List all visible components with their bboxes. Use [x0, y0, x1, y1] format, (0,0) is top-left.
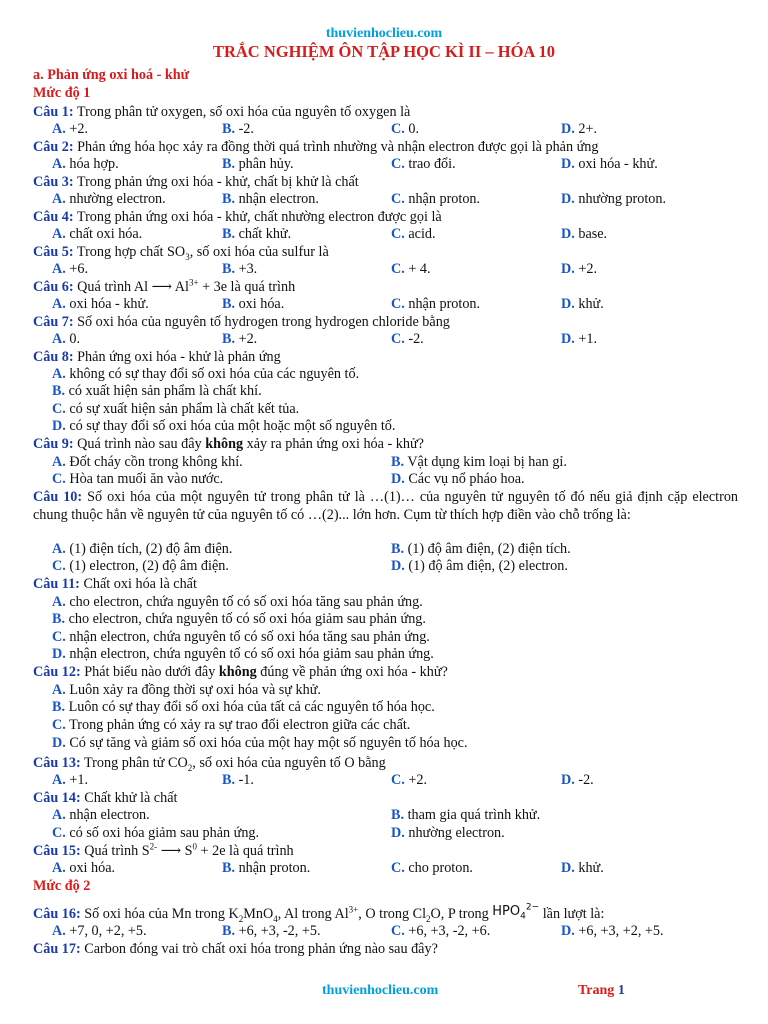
q4-option-b[interactable]: B. chất khử.	[222, 226, 292, 242]
question-4: Câu 4: Trong phản ứng oxi hóa - khử, chất nhường electron được gọi là	[33, 209, 442, 225]
q4-option-d[interactable]: D. base.	[561, 226, 608, 242]
q2-option-b[interactable]: B. phân hủy.	[222, 156, 294, 172]
q13-option-c[interactable]: C. +2.	[391, 772, 427, 788]
q3-option-b[interactable]: B. nhận electron.	[222, 191, 319, 207]
q2-option-a[interactable]: A. hóa hợp.	[52, 156, 119, 172]
q15-option-a[interactable]: A. oxi hóa.	[52, 860, 116, 876]
q14-option-d[interactable]: D. nhường electron.	[391, 825, 505, 841]
question-17: Câu 17: Carbon đóng vai trò chất oxi hóa trong phản ứng nào sau đây?	[33, 941, 438, 957]
q11-option-d[interactable]: D. nhận electron, chứa nguyên tố có số oxi hóa giảm sau phản ứng.	[52, 646, 434, 662]
question-12: Câu 12: Phát biểu nào dưới đây không đúng về phản ứng oxi hóa - khử?	[33, 664, 448, 680]
q12-option-c[interactable]: C. Trong phản ứng có xảy ra sự trao đổi electron giữa các chất.	[52, 717, 411, 733]
q10-option-b[interactable]: B. (1) độ âm điện, (2) điện tích.	[391, 541, 571, 557]
q9-option-a[interactable]: A. Đốt cháy cồn trong không khí.	[52, 454, 243, 470]
q4-option-c[interactable]: C. acid.	[391, 226, 436, 242]
section-heading: a. Phản ứng oxi hoá - khử	[33, 67, 190, 83]
q3-option-d[interactable]: D. nhường proton.	[561, 191, 667, 207]
question-2: Câu 2: Phản ứng hóa học xảy ra đồng thời quá trình nhường và nhận electron được gọi là phản ứng	[33, 139, 599, 155]
q6-option-b[interactable]: B. oxi hóa.	[222, 296, 285, 312]
q6-option-a[interactable]: A. oxi hóa - khử.	[52, 296, 149, 312]
q2-option-c[interactable]: C. trao đổi.	[391, 156, 456, 172]
q5-option-d[interactable]: D. +2.	[561, 261, 597, 277]
q16-option-a[interactable]: A. +7, 0, +2, +5.	[52, 923, 147, 939]
footer-site-link[interactable]: thuvienhoclieu.com	[322, 983, 439, 998]
q6-option-c[interactable]: C. nhận proton.	[391, 296, 481, 312]
q8-option-b[interactable]: B. có xuất hiện sản phẩm là chất khí.	[52, 383, 262, 399]
q11-option-b[interactable]: B. cho electron, chứa nguyên tố có số oxi hóa giảm sau phản ứng.	[52, 611, 426, 627]
page-title: TRẮC NGHIỆM ÔN TẬP HỌC KÌ II – HÓA 10	[212, 42, 556, 61]
q9-option-b[interactable]: B. Vật dụng kim loại bị han gỉ.	[391, 454, 567, 470]
q7-option-c[interactable]: C. -2.	[391, 331, 424, 347]
q5-option-b[interactable]: B. +3.	[222, 261, 258, 277]
q16-option-b[interactable]: B. +6, +3, -2, +5.	[222, 923, 321, 939]
q9-option-d[interactable]: D. Các vụ nổ pháo hoa.	[391, 471, 525, 487]
q14-option-b[interactable]: B. tham gia quá trình khử.	[391, 807, 541, 823]
q12-option-d[interactable]: D. Có sự tăng và giảm số oxi hóa của một hay một số nguyên tố hóa học.	[52, 735, 468, 751]
q3-option-c[interactable]: C. nhận proton.	[391, 191, 481, 207]
q10-option-a[interactable]: A. (1) điện tích, (2) độ âm điện.	[52, 541, 233, 557]
q13-option-d[interactable]: D. -2.	[561, 772, 594, 788]
q1-option-a[interactable]: A. +2.	[52, 121, 88, 137]
level-heading-1: Mức độ 1	[33, 85, 91, 101]
q13-option-b[interactable]: B. -1.	[222, 772, 254, 788]
question-15: Câu 15: Quá trình $S^{2-}$ ⟶ $S^0 + 2e$ là quá trình	[33, 841, 294, 859]
q12-option-b[interactable]: B. Luôn có sự thay đổi số oxi hóa của tất cả các nguyên tố hóa học.	[52, 699, 435, 715]
question-7: Câu 7: Số oxi hóa của nguyên tố hydrogen trong hydrogen chloride bằng	[33, 314, 450, 330]
q13-option-a[interactable]: A. +1.	[52, 772, 88, 788]
q2-option-d[interactable]: D. oxi hóa - khử.	[561, 156, 658, 172]
question-8: Câu 8: Phản ứng oxi hóa - khử là phản ứng	[33, 349, 281, 365]
question-13: Câu 13: Trong phân tử $CO_2$, số oxi hóa của nguyên tố O bằng	[33, 755, 386, 773]
question-6: Câu 6: Quá trình Al ⟶ $Al^{3+} + 3e$ là quá trình	[33, 277, 296, 295]
question-1: Câu 1: Trong phân tử oxygen, số oxi hóa của nguyên tố oxygen là	[33, 104, 411, 120]
q3-option-a[interactable]: A. nhường electron.	[52, 191, 166, 207]
question-3: Câu 3: Trong phản ứng oxi hóa - khử, chất bị khử là chất	[33, 174, 359, 190]
q7-option-a[interactable]: A. 0.	[52, 331, 80, 347]
q6-option-d[interactable]: D. khử.	[561, 296, 604, 312]
q8-option-d[interactable]: D. có sự thay đổi số oxi hóa của một hoặc một số nguyên tố.	[52, 418, 396, 434]
q10-option-c[interactable]: C. (1) electron, (2) độ âm điện.	[52, 558, 229, 574]
question-10: Câu 10: Số oxi hóa của một nguyên tử trong phân tử là …(1)… của nguyên tử nguyên tố đó nếu giả định cặp electron chung thuộc hẳn về nguyên tử của nguyên tố có …(2)... lớn hơn. Cụm từ thích hợp điền vào chỗ trống là:	[33, 489, 739, 523]
q8-option-a[interactable]: A. không có sự thay đổi số oxi hóa của các nguyên tố.	[52, 366, 360, 382]
q7-option-d[interactable]: D. +1.	[561, 331, 597, 347]
q15-option-c[interactable]: C. cho proton.	[391, 860, 473, 876]
q1-option-c[interactable]: C. 0.	[391, 121, 419, 137]
q15-option-d[interactable]: D. khử.	[561, 860, 604, 876]
level-heading-2: Mức độ 2	[33, 878, 91, 894]
page-number: Trang 1	[578, 983, 625, 998]
q14-option-c[interactable]: C. có số oxi hóa giảm sau phản ứng.	[52, 825, 260, 841]
q7-option-b[interactable]: B. +2.	[222, 331, 258, 347]
q9-option-c[interactable]: C. Hòa tan muối ăn vào nước.	[52, 471, 224, 487]
question-5: Câu 5: Trong hợp chất $SO_3$, số oxi hóa của sulfur là	[33, 244, 329, 262]
question-16: Câu 16: Số oxi hóa của Mn trong $K_2MnO_4$, Al trong $Al^{3+}$, O trong $Cl_2O$, P trong $HPO_4^{2-}$ lần lượt là:	[33, 902, 605, 924]
site-header[interactable]: thuvienhoclieu.com	[325, 26, 443, 41]
q5-option-a[interactable]: A. +6.	[52, 261, 88, 277]
q12-option-a[interactable]: A. Luôn xảy ra đồng thời sự oxi hóa và sự khử.	[52, 682, 321, 698]
q15-option-b[interactable]: B. nhận proton.	[222, 860, 311, 876]
hpo4-formula: $HPO_4^{2-}$	[492, 902, 540, 922]
q11-option-a[interactable]: A. cho electron, chứa nguyên tố có số oxi hóa tăng sau phản ứng.	[52, 594, 423, 610]
q1-option-d[interactable]: D. 2+.	[561, 121, 597, 137]
question-9: Câu 9: Quá trình nào sau đây không xảy ra phản ứng oxi hóa - khử?	[33, 436, 424, 452]
q14-option-a[interactable]: A. nhận electron.	[52, 807, 150, 823]
q4-option-a[interactable]: A. chất oxi hóa.	[52, 226, 143, 242]
q5-option-c[interactable]: C. + 4.	[391, 261, 431, 277]
q11-option-c[interactable]: C. nhận electron, chứa nguyên tố có số oxi hóa tăng sau phản ứng.	[52, 629, 430, 645]
q16-option-d[interactable]: D. +6, +3, +2, +5.	[561, 923, 664, 939]
question-14: Câu 14: Chất khử là chất	[33, 790, 178, 806]
q8-option-c[interactable]: C. có sự xuất hiện sản phẩm là chất kết tủa.	[52, 401, 300, 417]
q10-option-d[interactable]: D. (1) độ âm điện, (2) electron.	[391, 558, 568, 574]
q16-option-c[interactable]: C. +6, +3, -2, +6.	[391, 923, 491, 939]
question-11: Câu 11: Chất oxi hóa là chất	[33, 576, 197, 592]
q1-option-b[interactable]: B. -2.	[222, 121, 254, 137]
